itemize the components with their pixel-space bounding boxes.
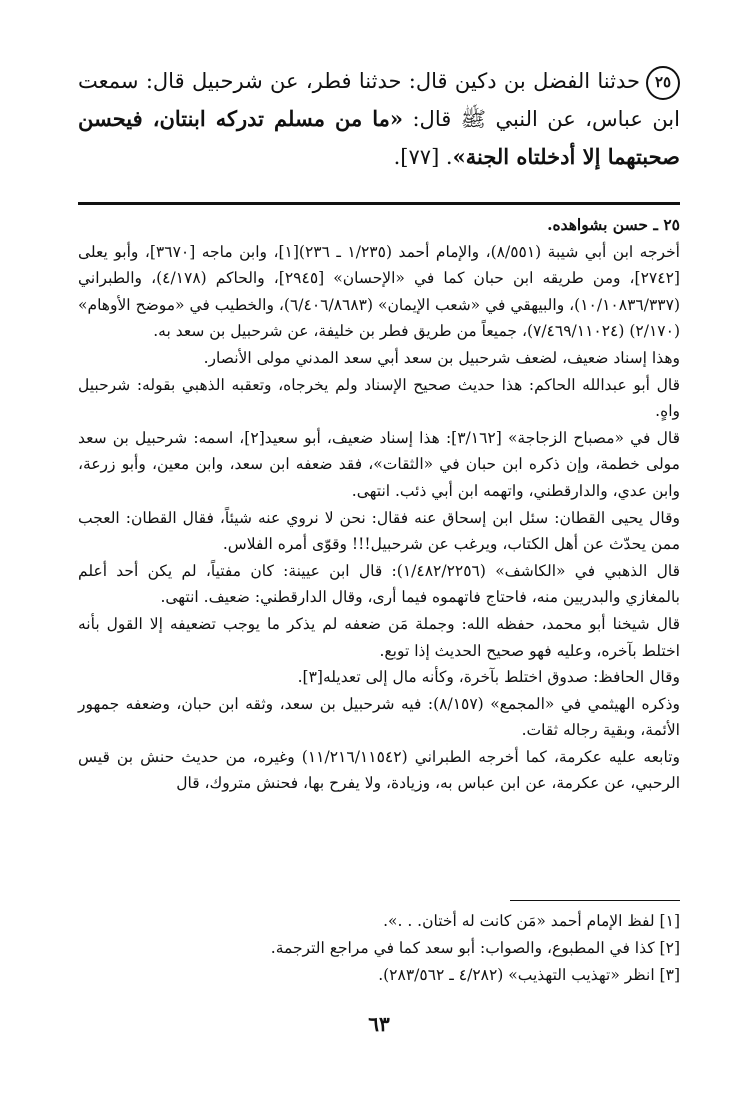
commentary-paragraph: قال في «مصباح الزجاجة» [٣/١٦٢]: هذا إسناد ضعيف، أبو سعيد[٢]، اسمه: شرحبيل بن سعد مولى خطمة، وإن ذكره ابن حبان في «الثقات»، فقد ضعفه ابن سعد، وابن معين، وأبو زرعة، وابن عدي، والدارقطني، واتهمه ابن أبي ذئب. انتهى.: [78, 428, 680, 500]
commentary-paragraph: وهذا إسناد ضعيف، لضعف شرحبيل بن سعد أبي سعد المدني مولى الأنصار.: [203, 348, 680, 367]
book-page: [78, 62, 680, 1052]
hadith-number-badge: ٢٥: [646, 66, 680, 100]
hadith-matn: «ما من مسلم تدركه ابنتان، فيحسن صحبتهما إلا أدخلتاه الجنة»: [78, 106, 680, 169]
footnote-3: [٣] انظر «تهذيب التهذيب» (٤/٢٨٢ ـ ٢٨٣/٥٦٢).: [378, 966, 680, 984]
hadith-isnad: حدثنا الفضل بن دكين قال: حدثنا فطر، عن شرحبيل قال: سمعت ابن عباس، عن النبي ﷺ قال:: [78, 69, 680, 131]
page-number: ٦٣: [368, 1012, 390, 1036]
commentary-paragraph: قال أبو عبدالله الحاكم: هذا حديث صحيح الإسناد ولم يخرجاه، وتعقبه الذهبي بقوله: شرحبيل واهٍ.: [78, 375, 680, 421]
footnote-1: [١] لفظ الإمام أحمد «مَن كانت له أختان. . .».: [383, 912, 680, 930]
footnote-2: [٢] كذا في المطبوع، والصواب: أبو سعد كما في مراجع الترجمة.: [270, 939, 680, 957]
commentary-paragraph: وقال الحافظ: صدوق اختلط بآخرة، وكأنه مال إلى تعديله[٣].: [297, 668, 680, 687]
commentary-paragraph: وتابعه عليه عكرمة، كما أخرجه الطبراني (١١/٢١٦/١١٥٤٢) وغيره، من حديث حنش بن قيس الرحبي، عن عكرمة، عن ابن عباس به، وزيادة، ولا يفرح بها، فحنش متروك، قال: [78, 747, 681, 793]
hadith-reference: . [٧٧].: [393, 145, 453, 169]
commentary: [78, 212, 680, 797]
commentary-heading: ٢٥ ـ حسن بشواهده.: [547, 215, 680, 234]
commentary-paragraph: قال شيخنا أبو محمد، حفظه الله: وجملة مَن ضعفه لم يذكر ما يوجب تضعيفه إلا القول بأنه اختلط بآخره، وعليه فهو صحيح الحديث إذا توبع.: [78, 614, 680, 660]
footnote-divider: [510, 900, 680, 901]
commentary-paragraph: وذكره الهيثمي في «المجمع» (٨/١٥٧): فيه شرحبيل بن سعد، وثقه ابن حبان، وضعفه جمهور الأئمة، وبقية رجاله ثقات.: [78, 694, 680, 740]
section-divider: [78, 202, 680, 205]
footnotes: [78, 908, 680, 989]
hadith-text: [78, 62, 680, 176]
commentary-paragraph: وقال يحيى القطان: سئل ابن إسحاق عنه فقال: نحن لا نروي عنه شيئاً، فقال القطان: العجب ممن يحدّث عن أهل الكتاب، ويرغب عن شرحبيل!!! وقوّى أمره الفلاس.: [78, 508, 680, 554]
commentary-paragraph: قال الذهبي في «الكاشف» (١/٤٨٢/٢٢٥٦): قال ابن عيينة: كان مفتياً، لم يكن أحد أعلم بالمغازي والبدريين منه، فاحتاج فاتهموه فيما أرى، وقال الدارقطني: ضعيف. انتهى.: [78, 561, 680, 607]
commentary-paragraph: أخرجه ابن أبي شيبة (٨/٥٥١)، والإمام أحمد (١/٢٣٥ ـ ٢٣٦)[١]، وابن ماجه [٣٦٧٠]، وأبو يعلى [٢٧٤٢]، ومن طريقه ابن حبان كما في «الإحسان» [٢٩٤٥]، والحاكم (٤/١٧٨)، والطبراني (١٠/١٠٨٣٦/٣٣٧)، والبيهقي في «شعب الإيمان» (٦/٤٠٦/٨٦٨٣)، والخطيب في «موضح الأوهام» (٢/١٧٠) (٧/٤٦٩/١١٠٢٤)، جميعاً من طريق فطر بن خليفة، عن شرحبيل بن سعد به.: [78, 242, 680, 341]
